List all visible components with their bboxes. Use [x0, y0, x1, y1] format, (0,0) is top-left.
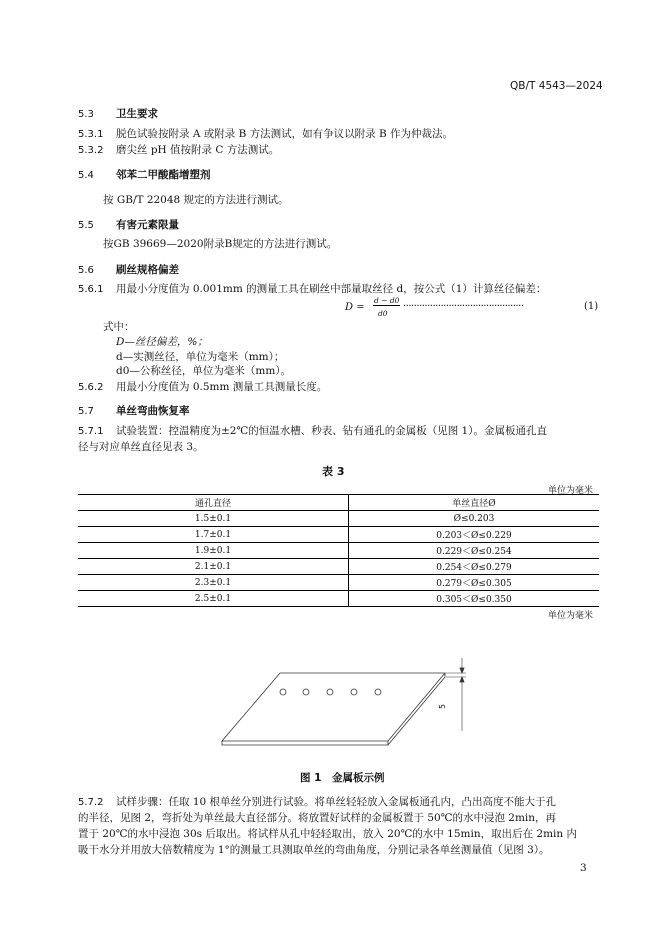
section-title: 单丝弯曲恢复率 — [116, 405, 190, 417]
hole — [351, 689, 357, 695]
plate-front-face — [222, 741, 388, 745]
formula-denominator: d0 — [378, 309, 388, 318]
table-row — [78, 511, 599, 527]
section-5-4-heading — [78, 167, 211, 182]
clause-number: 5.7.1 — [78, 426, 104, 437]
table-row — [78, 543, 599, 559]
clause-text: 磨尖丝 pH 值按附录 C 方法测试。 — [116, 144, 280, 156]
section-number: 5.7 — [78, 406, 94, 417]
table-row — [78, 591, 599, 607]
hole — [327, 689, 333, 695]
table-cell: 0.203＜Ø≤0.229 — [349, 527, 600, 543]
formula-var-d: d—实测丝径，单位为毫米（mm）； — [116, 351, 285, 363]
section-number: 5.5 — [78, 220, 94, 231]
section-title: 刷丝规格偏差 — [116, 264, 179, 276]
column-header: 单丝直径Ø — [349, 495, 600, 511]
section-title: 邻苯二甲酸酯增塑剂 — [116, 169, 211, 181]
clause-text: 用最小分度值为 0.001mm 的测量工具在刷丝中部量取丝径 d，按公式（1）计算丝径偏差： — [116, 283, 547, 295]
clause-5-7-2 — [78, 795, 556, 810]
clause-number: 5.6.2 — [78, 382, 104, 393]
table-cell: 0.279＜Ø≤0.305 — [349, 575, 600, 591]
table-3 — [78, 494, 599, 607]
section-5-7-heading — [78, 403, 190, 418]
table-cell: 1.9±0.1 — [78, 543, 349, 559]
clause-number: 5.3.1 — [78, 129, 104, 140]
clause-number: 5.7.2 — [78, 797, 104, 808]
dimension-arrow — [460, 677, 464, 682]
section-5-3-heading — [78, 106, 158, 121]
section-title: 卫生要求 — [116, 108, 158, 120]
table-cell: 2.3±0.1 — [78, 575, 349, 591]
section-title: 有害元素限量 — [116, 219, 179, 231]
clause-text: 试验装置：控温精度为±2℃的恒温水槽、秒表、钻有通孔的金属板（见图 1）。金属板通孔直 — [116, 425, 547, 437]
table-cell: 1.5±0.1 — [78, 511, 349, 527]
clause-5-7-1-cont: 径与对应单丝直径见表 3。 — [78, 441, 204, 453]
clause-text: 试样步骤：任取 10 根单丝分别进行试验。将单丝轻轻放入金属板通孔内，凸出高度不能大于孔 — [116, 796, 557, 808]
formula-leader-dots: ············································· — [403, 301, 524, 312]
column-header: 通孔直径 — [78, 495, 349, 511]
dimension-label: 5 — [437, 704, 447, 709]
formula-var-d0: d0—公称丝径，单位为毫米（mm）。 — [116, 365, 292, 377]
formula-lhs: D = — [345, 302, 365, 313]
clause-5-3-1 — [78, 127, 453, 142]
table-cell: 0.229＜Ø≤0.254 — [349, 543, 600, 559]
clause-text: 用最小分度值为 0.5mm 测量工具测量长度。 — [116, 381, 328, 393]
table-cell: 0.305＜Ø≤0.350 — [349, 591, 600, 607]
clause-5-7-2-line2: 的半径，见图 2，弯折处为单丝最大直径部分。将放置好试样的金属板置于 50℃的水中浸泡 2min，再 — [78, 812, 557, 824]
clause-5-6-1 — [78, 282, 546, 297]
clause-5-7-2-line4: 吸干水分并用放大倍数精度为 1°的测量工具测取单丝的弯曲角度，分别记录各单丝测量值（见图 3）。 — [78, 844, 550, 856]
clause-5-7-1 — [78, 424, 547, 439]
table-unit-top: 单位为毫米 — [548, 486, 594, 496]
clause-5-7-2-line3: 置于 20℃的水中浸泡 30s 后取出。将试样从孔中轻轻取出，放入 20℃的水中 15min，取出后在 2min 内 — [78, 828, 578, 840]
hole — [280, 689, 286, 695]
hole — [375, 689, 381, 695]
table-row — [78, 575, 599, 591]
table-caption: 表 3 — [322, 465, 345, 478]
table-unit-bottom: 单位为毫米 — [548, 611, 594, 621]
hole — [303, 689, 309, 695]
section-number: 5.4 — [78, 170, 94, 181]
clause-number: 5.6.1 — [78, 284, 104, 295]
clause-text: 脱色试验按附录 A 或附录 B 方法测试，如有争议以附录 B 作为仲裁法。 — [116, 128, 454, 140]
section-5-5-heading — [78, 217, 179, 232]
section-5-4-text: 按 GB/T 22048 规定的方法进行测试。 — [103, 194, 289, 206]
clause-number: 5.3.2 — [78, 145, 104, 156]
table-cell: 2.5±0.1 — [78, 591, 349, 607]
metal-plate-figure — [210, 655, 480, 750]
section-number: 5.3 — [78, 109, 94, 120]
page-number: 3 — [580, 862, 587, 874]
table-cell: 1.7±0.1 — [78, 527, 349, 543]
figure-caption: 图 1 金属板示例 — [300, 772, 385, 784]
table-row — [78, 559, 599, 575]
table-cell: Ø≤0.203 — [349, 511, 600, 527]
table-row — [78, 527, 599, 543]
section-5-6-heading — [78, 262, 179, 277]
section-number: 5.6 — [78, 265, 94, 276]
formula-where: 式中： — [103, 321, 135, 333]
formula-tag: (1) — [584, 301, 599, 312]
dimension-arrow — [460, 668, 464, 673]
table-cell: 0.254＜Ø≤0.279 — [349, 559, 600, 575]
table-header-row — [78, 495, 599, 511]
clause-5-3-2 — [78, 143, 279, 158]
formula-numerator: d − d0 — [374, 296, 400, 305]
clause-5-6-2 — [78, 380, 327, 395]
plate-top-face — [222, 673, 445, 741]
standard-number: QB/T 4543—2024 — [510, 80, 603, 92]
table-cell: 2.1±0.1 — [78, 559, 349, 575]
formula-var-D: D—丝径偏差，%； — [116, 336, 208, 348]
section-5-5-text: 按GB 39669—2020附录B规定的方法进行测试。 — [103, 238, 338, 250]
